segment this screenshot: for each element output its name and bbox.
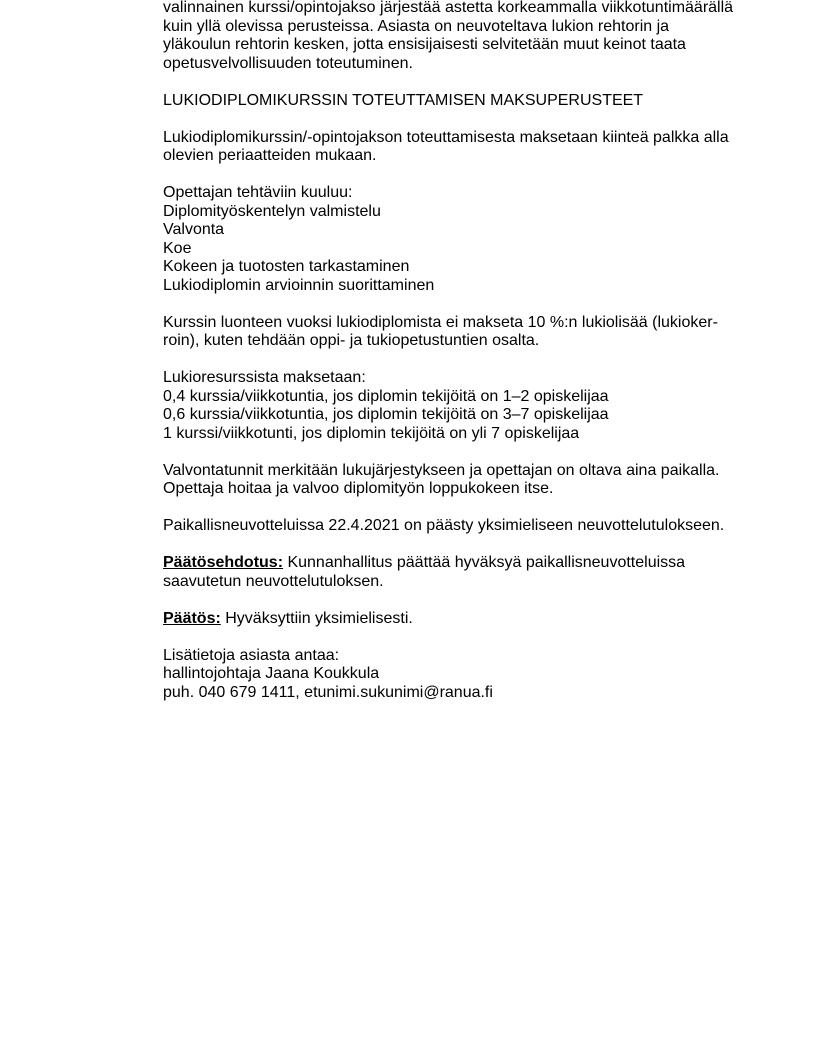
intro-line: valinnainen kurssi/opintojakso järjestää astetta korkeammalla viikkotuntimäärällä (163, 0, 734, 16)
resource-item: 1 kurssi/viikkotunti, jos diplomin tekijöitä on yli 7 opiskelijaa (163, 424, 580, 442)
resources-title: Lukioresurssista maksetaan: (163, 369, 366, 386)
duty-item: Kokeen ja tuotosten tarkastaminen (163, 258, 410, 275)
intro-line: kuin yllä olevissa perusteissa. Asiasta on neuvoteltava lukion rehtorin ja (163, 17, 670, 35)
contact-details: puh. 040 679 1411, etunimi.sukunimi@ranua.fi (163, 683, 493, 701)
duty-item: Valvonta (163, 221, 225, 238)
resource-item: 0,4 kurssia/viikkotuntia, jos diplomin tekijöitä on 1–2 opiskelijaa (163, 387, 609, 405)
contact-title: Lisätietoja asiasta antaa: (163, 646, 340, 664)
resource-item: 0,6 kurssia/viikkotuntia, jos diplomin tekijöitä on 3–7 opiskelijaa (163, 406, 609, 423)
section-heading: LUKIODIPLOMIKURSSIN TOTEUTTAMISEN MAKSUPERUSTEET (163, 91, 644, 109)
proposal-text: Kunnanhallitus päättää hyväksyä paikallisneuvotteluissa (283, 554, 686, 571)
document-page (163, 0, 733, 702)
decision-label: Päätös: (163, 609, 221, 627)
payment-line: olevien periaatteiden mukaan. (163, 147, 377, 164)
decision-line (163, 610, 733, 629)
intro-line: yläkoulun rehtorin kesken, jotta ensisijaisesti selvitetään muut keinot taata (163, 36, 686, 53)
negotiation-text: Paikallisneuvotteluissa 22.4.2021 on päästy yksimieliseen neuvottelutulokseen. (163, 517, 725, 534)
decision-text: Hyväksyttiin yksimielisesti. (220, 609, 413, 627)
supervision-line: Opettaja hoitaa ja valvoo diplomityön loppukokeen itse. (163, 480, 554, 497)
duty-item: Koe (163, 239, 192, 257)
duties-title: Opettajan tehtäviin kuuluu: (163, 184, 353, 201)
duty-item: Lukiodiplomin arvioinnin suorittaminen (163, 276, 435, 294)
payment-line: Lukiodiplomikurssin/-opintojakson toteuttamisesta maksetaan kiinteä palkka alla (163, 128, 729, 146)
contact-name: hallintojohtaja Jaana Koukkula (163, 665, 380, 682)
supervision-line: Valvontatunnit merkitään lukujärjestykseen ja opettajan on oltava aina paikalla. (163, 461, 720, 479)
intro-line: opetusvelvollisuuden toteutuminen. (163, 54, 413, 72)
proposal-line (163, 554, 733, 573)
bonus-line: Kurssin luonteen vuoksi lukiodiplomista ei makseta 10 %:n lukiolisää (lukioker- (163, 313, 718, 331)
duty-item: Diplomityöskentelyn valmistelu (163, 202, 381, 220)
proposal-label: Päätösehdotus: (163, 554, 284, 571)
bonus-line: roin), kuten tehdään oppi- ja tukiopetustuntien osalta. (163, 332, 540, 349)
proposal-text-continued: saavutetun neuvottelutuloksen. (163, 572, 384, 590)
